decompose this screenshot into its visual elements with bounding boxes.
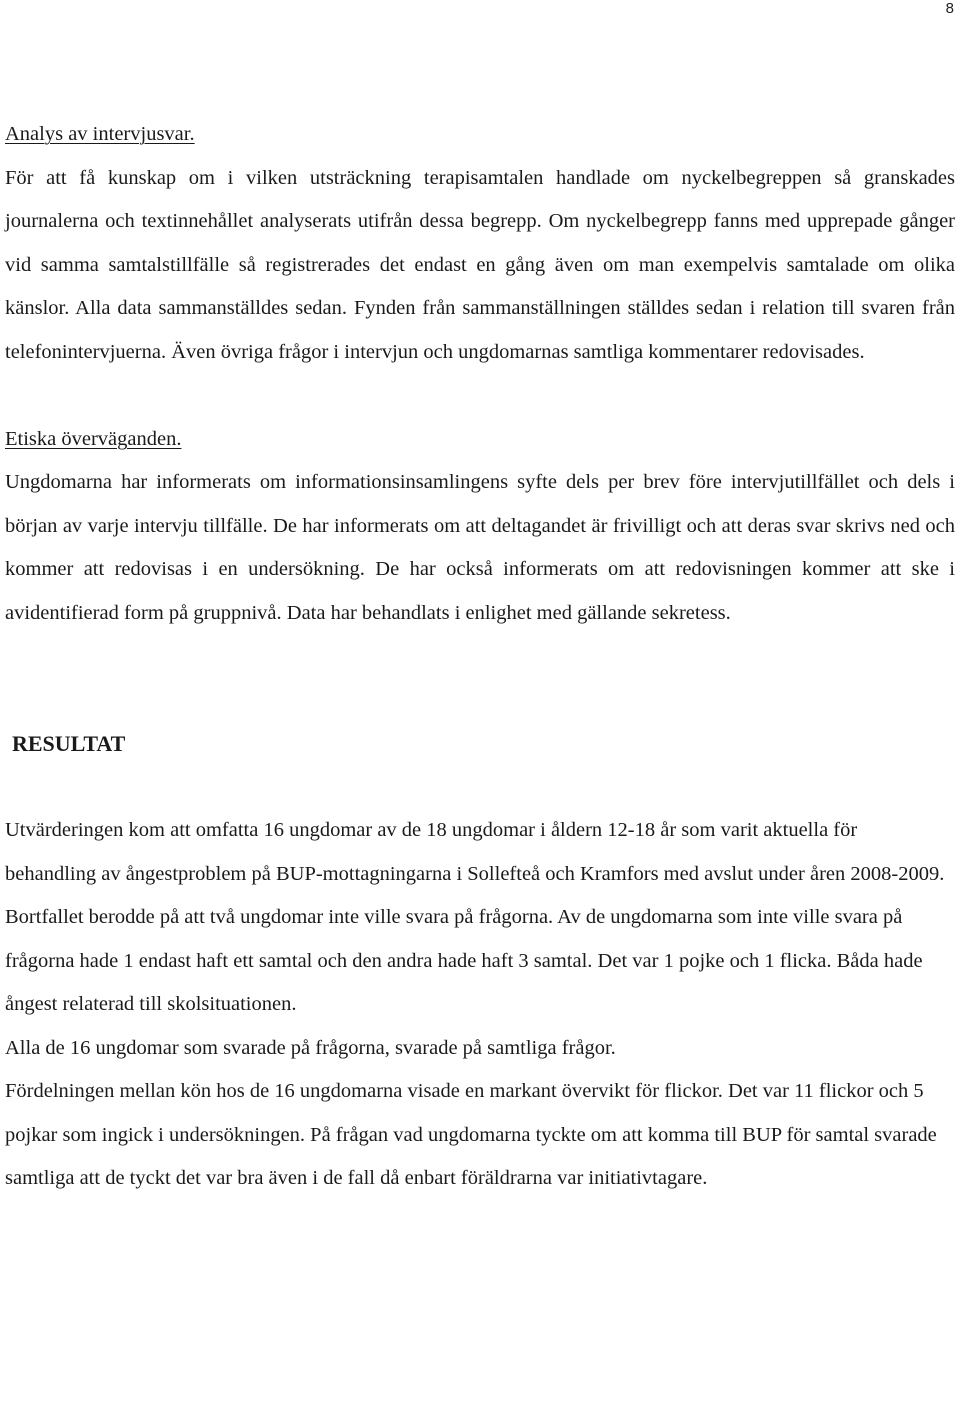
document-body	[5, 113, 955, 1201]
ethics-paragraph: Ungdomarna har informerats om informationsinsamlingens syfte dels per brev före intervjutillfället och dels i början av varje intervju tillfälle. De har informerats om att deltagandet är frivilligt och att deras svar skrivs ned och kommer att redovisas i en undersökning. De har också informerats om att redovisningen kommer att ske i avidentifierad form på gruppnivå. Data har behandlats i enlighet med gällande sekretess.	[5, 471, 955, 624]
spacer	[5, 374, 955, 418]
spacer	[5, 766, 950, 810]
results-paragraph: Utvärderingen kom att omfatta 16 ungdomar av de 18 ungdomar i åldern 12-18 år som varit aktuella för behandling av ångestproblem på BUP-mottagningarna i Sollefteå och Kramfors med avslut under åren 2008-2009. Bortfallet berodde på att två ungdomar inte ville svara på frågorna. Av de ungdomarna som inte ville svara på frågorna hade 1 endast haft ett samtal och den andra hade haft 3 samtal. Det var 1 pojke och 1 flicka. Båda hade ångest relaterad till skolsituationen.	[5, 819, 945, 1015]
spacer	[5, 635, 955, 722]
results-heading: RESULTAT	[12, 731, 126, 756]
ethics-section	[5, 418, 955, 636]
ethics-heading: Etiska överväganden.	[5, 427, 182, 450]
analysis-section	[5, 113, 955, 374]
analysis-paragraph: För att få kunskap om i vilken utsträckning terapisamtalen handlade om nyckelbegreppen så granskades journalerna och textinnehållet analyserats utifrån dessa begrepp. Om nyckelbegrepp fanns med upprepade gånger vid samma samtalstillfälle så registrerades det endast en gång även om man exempelvis samtalade om olika känslor. Alla data sammanställdes sedan. Fynden från sammanställningen ställdes sedan i relation till svaren från telefonintervjuerna. Även övriga frågor i intervjun och ungdomarnas samtliga kommentarer redovisades.	[5, 166, 955, 363]
results-paragraph: Alla de 16 ungdomar som svarade på frågorna, svarade på samtliga frågor.	[5, 1036, 616, 1059]
results-paragraph: Fördelningen mellan kön hos de 16 ungdomarna visade en markant övervikt för flickor. Det var 11 flickor och 5 pojkar som ingick i undersökningen. På frågan vad ungdomarna tyckte om att komma till BUP för samtal svarade samtliga att de tyckt det var bra även i de fall då enbart föräldrarna var initiativtagare.	[5, 1080, 937, 1189]
page-number: 8	[945, 0, 954, 17]
results-section	[5, 722, 950, 1201]
analysis-heading: Analys av intervjusvar.	[5, 123, 195, 145]
